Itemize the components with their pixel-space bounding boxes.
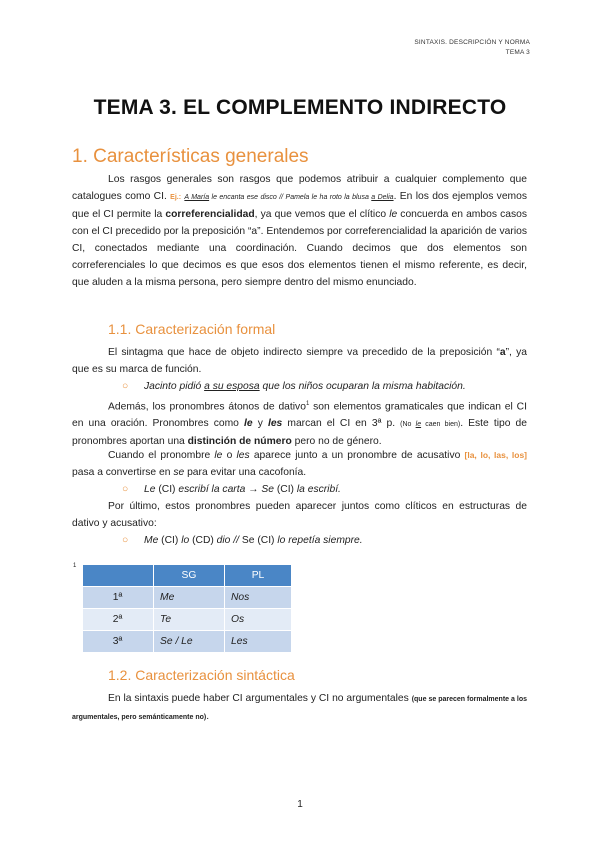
- text-run: concuerda en ambos casos con el CI precedido por la preposición “a”. Entendemos por correferencialidad la aparición de varios CI, conectados mediante una coordinación. Cuando decimos que dos elementos son correferenciales lo que decimos es que esos dos elementos tienen el mismo referente, es decir, que aluden a la misma persona, pero siempre dentro del mismo enunciado.: [72, 209, 527, 288]
- italic-term: les: [236, 450, 250, 461]
- italic-term: le: [244, 418, 253, 430]
- text-run: aparece junto a un pronombre de acusativo: [249, 450, 465, 461]
- text-run: (CI): [155, 484, 179, 495]
- text-run: Le: [144, 484, 156, 495]
- text-run: (CI): [254, 535, 278, 546]
- text-run: lo: [181, 535, 190, 546]
- example-text: le encanta ese disco // Pamela le ha roto la blusa: [209, 194, 372, 201]
- table-cell: Se / Le: [154, 631, 225, 653]
- table-header-cell: PL: [225, 565, 292, 587]
- running-header: [414, 38, 530, 58]
- italic-term: le: [415, 421, 422, 429]
- example-inline: [184, 194, 393, 201]
- section-1-1-heading: 1.1. Caracterización formal: [108, 321, 276, 337]
- highlight-pronouns: [la, lo, las, los]: [464, 450, 527, 460]
- italic-term: les: [267, 418, 283, 430]
- bullet-example-1: [122, 378, 466, 395]
- table-row: [83, 631, 292, 653]
- bullet-icon: ○: [122, 381, 129, 392]
- text-run: la escribí.: [296, 484, 341, 495]
- bullet-example-3: [122, 532, 363, 549]
- table-cell: Les: [225, 631, 292, 653]
- section-1-2-heading: 1.2. Caracterización sintáctica: [108, 667, 295, 683]
- text-run: (CD): [189, 535, 217, 546]
- bold-term: correferencialidad: [165, 209, 255, 220]
- bold-term: distinción de número: [187, 436, 292, 448]
- section-1-1-paragraph-3: [72, 447, 527, 481]
- example-label: Ej.:: [170, 194, 182, 201]
- text-run: .: [206, 711, 210, 722]
- section-1-paragraph: [72, 171, 527, 291]
- text-run: que los niños ocuparan la misma habitación.: [259, 381, 466, 392]
- footnote-ref: 1: [305, 401, 310, 407]
- table-cell: 2ª: [83, 609, 154, 631]
- example-underlined: A María: [184, 194, 210, 201]
- table-cell: Os: [225, 609, 292, 631]
- section-1-heading: 1. Características generales: [72, 146, 309, 167]
- text-run: Se: [261, 484, 274, 495]
- table-cell: Nos: [225, 587, 292, 609]
- text-run: y: [252, 418, 268, 430]
- table-cell: 1ª: [83, 587, 154, 609]
- table-cell: 3ª: [83, 631, 154, 653]
- section-1-1-paragraph-1: [72, 344, 527, 378]
- bullet-icon: ○: [122, 535, 129, 546]
- table-cell: Te: [154, 609, 225, 631]
- text-run: o: [222, 450, 237, 461]
- text-run: (CI): [158, 535, 182, 546]
- text-run: Los rasgos generales son rasgos que podemos atribuir a cualquier complemento que catalogues como CI.: [72, 174, 527, 202]
- text-run: pero no de género.: [291, 436, 382, 448]
- footnote-marker: 1: [73, 563, 77, 569]
- text-run: ”, ya que es su marca de función.: [72, 347, 528, 375]
- text-run: . Este tipo de pronombres aportan una: [72, 418, 528, 448]
- table-header-row: [83, 565, 292, 587]
- text-run: caen bien): [421, 421, 461, 429]
- table-header-cell: SG: [154, 565, 225, 587]
- italic-term: le: [389, 209, 398, 220]
- text-run: Además, los pronombres átonos de dativo: [108, 401, 306, 413]
- text-run: escribí la carta: [178, 484, 246, 495]
- italic-term: se: [173, 467, 185, 478]
- text-run: (CI): [273, 484, 297, 495]
- underlined-term: a su esposa: [204, 381, 260, 392]
- table-header-cell: [83, 565, 154, 587]
- text-run: pasa a convertirse en: [72, 467, 174, 478]
- text-run: En la sintaxis puede haber CI argumentales y CI no argumentales: [108, 693, 412, 704]
- page-title: TEMA 3. EL COMPLEMENTO INDIRECTO: [93, 96, 507, 119]
- bullet-icon: ○: [122, 484, 129, 495]
- table-row: [83, 609, 292, 631]
- section-1-1-paragraph-4: Por último, estos pronombres pueden aparecer juntos como clíticos en estructuras de dativo y acusativo:: [72, 501, 527, 529]
- text-run: Jacinto pidió: [144, 381, 205, 392]
- pronoun-table: [82, 564, 292, 653]
- bullet-example-2: [122, 481, 341, 498]
- italic-term: le: [214, 450, 223, 461]
- text-run: . En los dos ejemplos vemos que el CI permite la: [72, 191, 528, 220]
- text-run: marcan el CI en 3ª p.: [282, 418, 401, 430]
- text-run: dio //: [216, 535, 242, 546]
- text-run: Me: [144, 535, 159, 546]
- text-run: El sintagma que hace de objeto indirecto siempre va precedido de la preposición “: [108, 347, 500, 358]
- text-run: (No: [400, 421, 416, 429]
- small-example: [400, 421, 460, 428]
- section-1-1-paragraph-2: [72, 396, 527, 450]
- text-run: lo repetía siempre.: [277, 535, 363, 546]
- text-run: para evitar una cacofonía.: [184, 467, 307, 478]
- header-line-2: TEMA 3: [505, 49, 530, 56]
- text-run: , ya que vemos que el clítico: [254, 209, 390, 220]
- bold-term: a: [499, 347, 506, 358]
- header-line-1: SINTAXIS. DESCRIPCIÓN Y NORMA: [414, 39, 530, 46]
- text-run: Se: [241, 535, 255, 546]
- text-run: son elementos gramaticales que indican el CI en una oración. Pronombres como: [72, 401, 527, 430]
- text-run: Cuando el pronombre: [108, 450, 215, 461]
- table-row: [83, 587, 292, 609]
- small-note: (que se parecen formalmente a los argumentales, pero semánticamente no): [72, 696, 528, 721]
- section-1-2-paragraph: [72, 690, 527, 726]
- example-underlined: a Delia: [371, 194, 394, 201]
- arrow-icon: →: [245, 484, 262, 495]
- page-number: 1: [297, 799, 303, 810]
- table-cell: Me: [154, 587, 225, 609]
